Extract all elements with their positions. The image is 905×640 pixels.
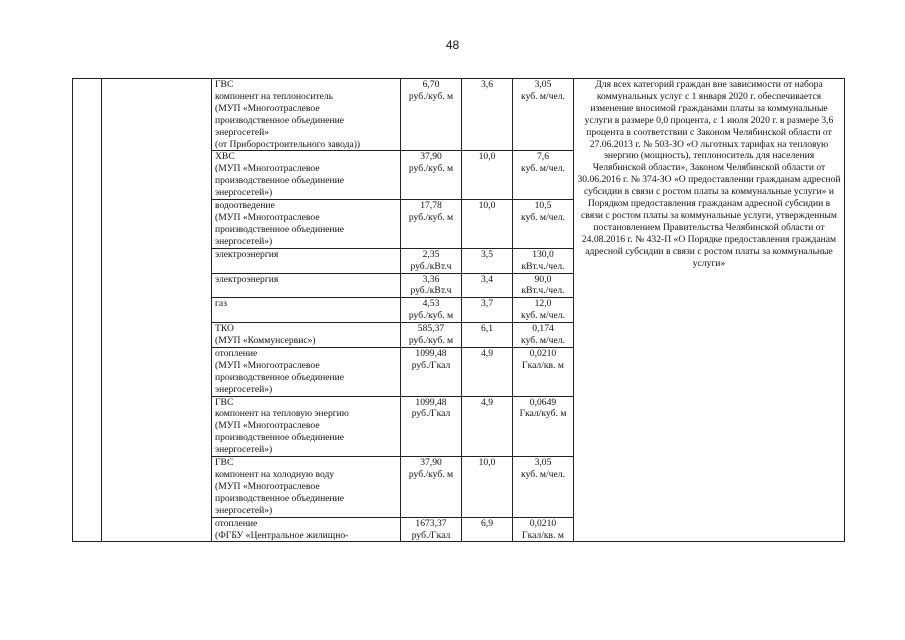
service-name: электроэнергия [215, 273, 279, 285]
service-name-cell [212, 273, 401, 298]
norm-cell [513, 347, 574, 396]
subsidy-note: Для всех категорий граждан вне зависимости от набора коммунальных услуг с 1 января 2020 г. обеспечивается изменение вносимой гражданами платы за коммунальные услуги в размере 0,0 процента, с 1 июля 2020 г. в размере 3,6 процента в соответствии с Законом Челябинской области от 27.06.2013 г. № 503-ЗО «О льготных тарифах на тепловую энергию (мощность), теплоноситель для населения Челябинской области», Законом Челябинской области от 30.06.2016 г. № 374-ЗО «О предоставлении гражданам адресной субсидии в связи с ростом платы за коммунальные услуги» и Порядком предоставления гражданам адресной субсидии в связи с ростом платы за коммунальные услуги, утвержденным постановлением Правительства Челябинской области от 24.08.2016 г. № 432-П «О Порядке предоставления гражданам адресной субсидии в связи с ростом платы за коммунальные услуги» [577, 79, 841, 269]
price-cell [401, 396, 462, 457]
percent-value: 4,9 [481, 396, 493, 408]
price-unit: руб./куб. м [408, 163, 454, 175]
norm-value: 3,05 [534, 457, 552, 469]
price-cell [401, 298, 462, 323]
service-name-cell [212, 396, 401, 457]
norm-value: 7,6 [537, 151, 549, 163]
service-name: ГВС компонент на холодную воду (МУП «Многоотраслевое производственное объединение энергосетей») [215, 457, 345, 516]
percent-cell [462, 323, 513, 348]
price-unit: руб./кВт.ч [410, 260, 452, 272]
price-cell [401, 248, 462, 273]
percent-cell [462, 396, 513, 457]
percent-value: 10,0 [478, 457, 496, 469]
norm-cell [513, 323, 574, 348]
service-name: отопление (МУП «Многоотраслевое производственное объединение энергосетей») [215, 347, 345, 395]
norm-cell [513, 151, 574, 200]
norm-value: 10,5 [534, 200, 552, 212]
price-cell [401, 457, 462, 518]
price-value: 1099,48 [415, 396, 447, 408]
percent-cell [462, 457, 513, 518]
empty-column-1 [73, 79, 102, 542]
service-name: электроэнергия [215, 248, 279, 260]
norm-cell [513, 298, 574, 323]
price-cell [401, 151, 462, 200]
price-value: 37,90 [420, 457, 442, 469]
percent-cell [462, 151, 513, 200]
price-unit: руб./Гкал [411, 359, 451, 371]
percent-value: 4,9 [481, 347, 493, 359]
service-name: водоотведение (МУП «Многоотраслевое производственное объединение энергосетей») [215, 200, 345, 247]
norm-unit: куб. м/чел. [521, 335, 565, 347]
service-name-cell [212, 347, 401, 396]
percent-value: 10,0 [478, 200, 496, 212]
price-cell [401, 347, 462, 396]
norm-value: 3,05 [534, 79, 552, 90]
table-row [73, 79, 845, 151]
note-cell [574, 79, 845, 542]
price-unit: руб./кВт.ч [410, 285, 452, 297]
price-cell [401, 200, 462, 249]
service-name: ГВС компонент на тепловую энергию (МУП «Многоотраслевое производственное объединение энергосетей») [215, 396, 349, 456]
norm-cell [513, 248, 574, 273]
norm-unit: куб. м/чел. [521, 163, 565, 175]
price-unit: руб./Гкал [411, 408, 451, 420]
price-value: 1673,37 [415, 517, 447, 529]
norm-value: 130,0 [532, 248, 554, 260]
price-value: 585,37 [417, 323, 445, 335]
norm-cell [513, 396, 574, 457]
service-name-cell [212, 323, 401, 348]
percent-cell [462, 517, 513, 542]
tariff-table [72, 78, 845, 542]
percent-cell [462, 200, 513, 249]
price-unit: руб./куб. м [408, 469, 454, 480]
percent-cell [462, 248, 513, 273]
norm-unit: Гкал/кв. м [522, 529, 564, 541]
price-unit: руб./куб. м [408, 310, 454, 322]
service-name: ХВС (МУП «Многоотраслевое производственное объединение энергосетей») [215, 151, 345, 199]
price-unit: руб./куб. м [408, 211, 454, 223]
norm-unit: кВт.ч./чел. [521, 285, 565, 297]
price-value: 4,53 [422, 298, 440, 310]
norm-value: 0,0210 [529, 347, 557, 359]
price-cell [401, 79, 462, 151]
norm-cell [513, 457, 574, 518]
percent-cell [462, 273, 513, 298]
percent-value: 3,5 [481, 248, 493, 260]
service-name-cell [212, 200, 401, 249]
percent-value: 3,7 [481, 298, 493, 310]
price-cell [401, 273, 462, 298]
price-cell [401, 517, 462, 542]
norm-unit: кВт.ч./чел. [521, 260, 565, 272]
norm-unit: куб. м/чел. [521, 469, 565, 480]
norm-cell [513, 273, 574, 298]
service-name-cell [212, 457, 401, 518]
price-value: 17,78 [420, 200, 442, 212]
percent-value: 6,9 [481, 517, 493, 529]
norm-cell [513, 517, 574, 542]
price-value: 37,90 [420, 151, 442, 163]
percent-cell [462, 79, 513, 151]
percent-value: 3,6 [481, 79, 493, 90]
norm-cell [513, 79, 574, 151]
norm-value: 0,174 [532, 323, 554, 335]
price-value: 1099,48 [415, 347, 447, 359]
percent-value: 6,1 [481, 323, 493, 335]
percent-cell [462, 298, 513, 323]
price-cell [401, 323, 462, 348]
norm-value: 12,0 [534, 298, 552, 310]
norm-unit: Гкал/куб. м [519, 408, 567, 420]
price-unit: руб./куб. м [408, 335, 454, 347]
price-unit: руб./куб. м [408, 90, 454, 102]
norm-cell [513, 200, 574, 249]
empty-column-2 [102, 79, 212, 542]
service-name: газ [215, 298, 227, 310]
service-name: ТКО (МУП «Коммунсервис») [215, 323, 316, 347]
norm-value: 0,0649 [529, 396, 557, 408]
price-value: 2,35 [422, 248, 440, 260]
service-name: отопление (ФГБУ «Центральное жилищно- [215, 517, 349, 541]
service-name-cell [212, 248, 401, 273]
tariff-table-body [73, 79, 845, 542]
service-name-cell [212, 151, 401, 200]
norm-value: 90,0 [534, 273, 552, 285]
percent-value: 10,0 [478, 151, 496, 163]
service-name-cell [212, 517, 401, 542]
price-unit: руб./Гкал [411, 529, 451, 541]
norm-unit: куб. м/чел. [521, 310, 565, 322]
norm-unit: куб. м/чел. [521, 90, 565, 102]
service-name: ГВС компонент на теплоноситель (МУП «Многоотраслевое производственное объединение энергосетей» (от Приборостроительного завода)) [215, 79, 361, 150]
percent-cell [462, 347, 513, 396]
service-name-cell [212, 298, 401, 323]
page-number: 48 [445, 38, 460, 52]
price-value: 6,70 [422, 79, 440, 90]
norm-unit: Гкал/кв. м [522, 359, 564, 371]
percent-value: 3,4 [481, 273, 493, 285]
norm-value: 0,0210 [529, 517, 557, 529]
price-value: 3,36 [422, 273, 440, 285]
norm-unit: куб. м/чел. [521, 211, 565, 223]
service-name-cell [212, 79, 401, 151]
